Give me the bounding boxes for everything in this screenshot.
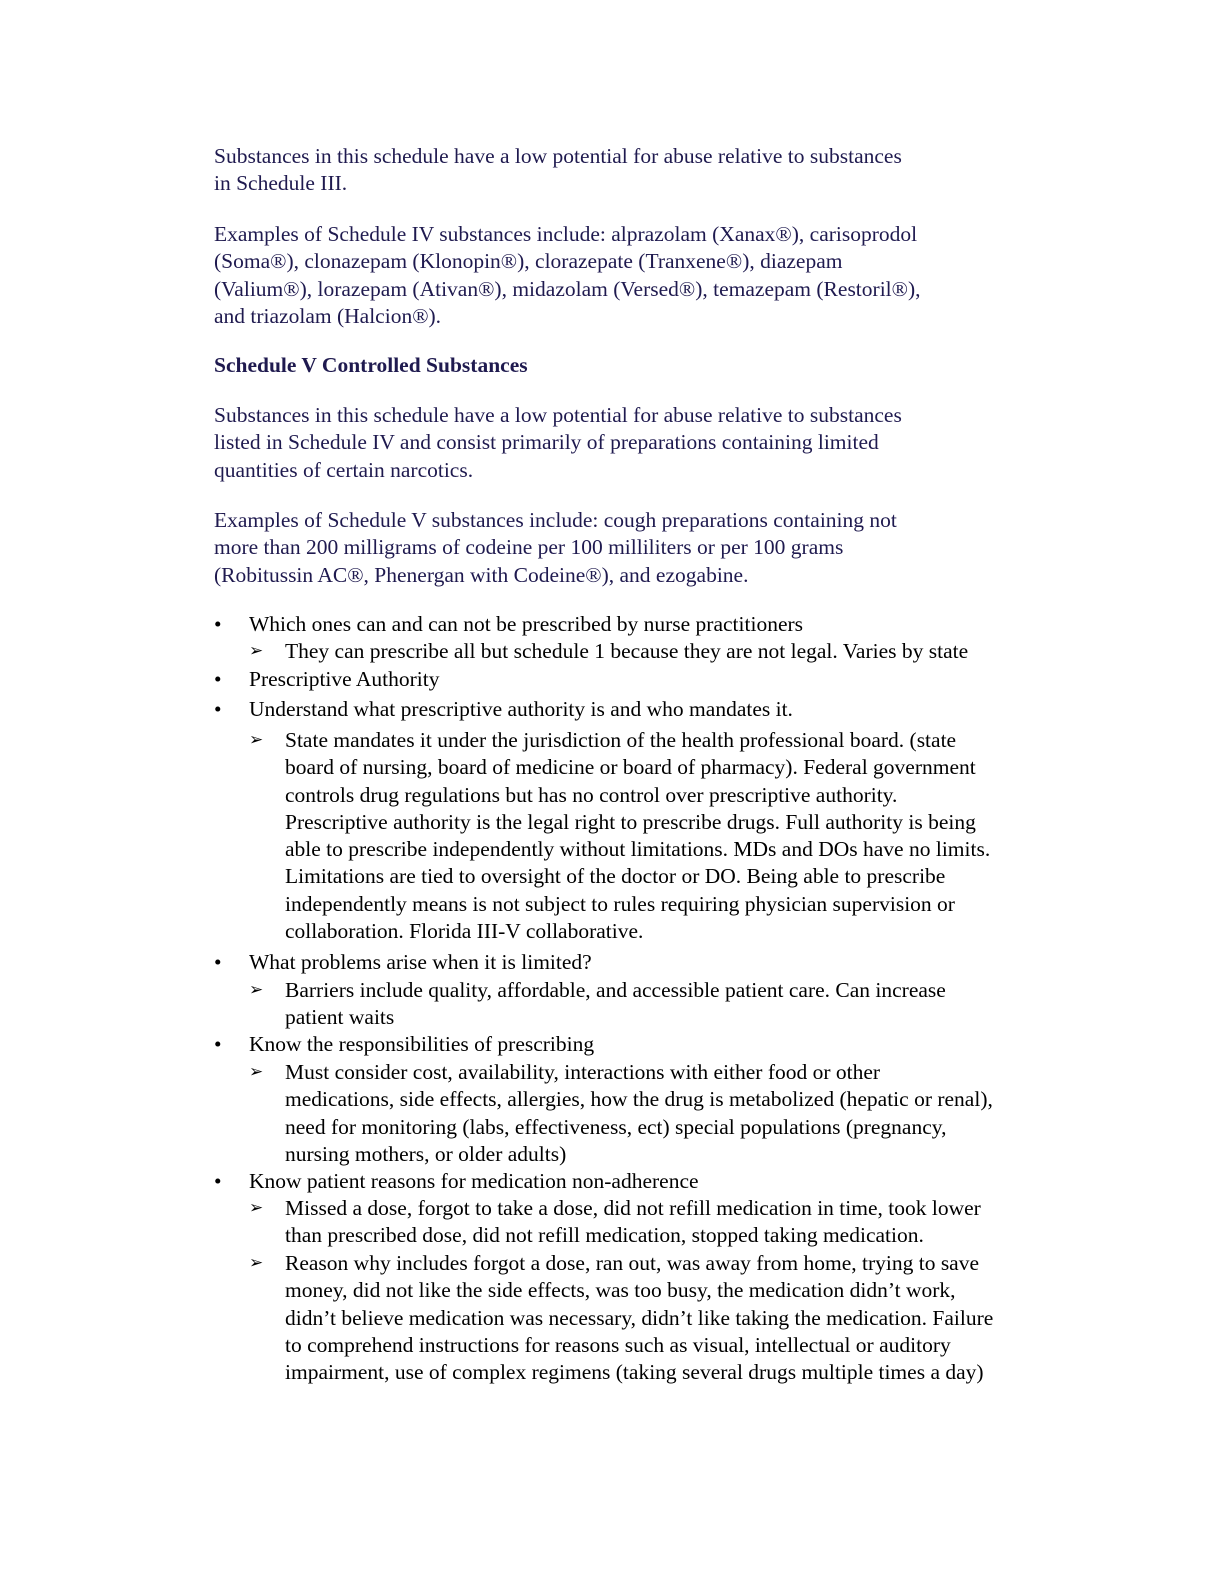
schedule-iv-description: Substances in this schedule have a low potential for abuse relative to substances in Schedule III. (214, 144, 902, 196)
arrow-bullet-icon: ➢ (249, 980, 264, 1000)
bullet-icon: • (214, 697, 222, 721)
sub-list-item-text: Must consider cost, availability, interactions with either food or other medications, side effects, allergies, how the drug is metabolized (hepatic or renal), need for monitoring (labs, effectiveness, ect) special populations (pregnancy, nursing mothers, or older adults) (285, 1060, 993, 1166)
bullet-icon: • (214, 1032, 222, 1056)
schedule-v-examples: Examples of Schedule V substances include: cough preparations containing not more than 200 milligrams of codeine per 100 milliliters or per 100 grams (Robitussin AC®, Phenergan with Codeine®), and ezogabine. (214, 508, 897, 587)
bullet-icon: • (214, 950, 222, 974)
arrow-bullet-icon: ➢ (249, 730, 264, 750)
list-item-text: What problems arise when it is limited? (249, 950, 592, 974)
list-item-text: Understand what prescriptive authority is and who mandates it. (249, 697, 793, 721)
arrow-bullet-icon: ➢ (249, 641, 264, 661)
list-item-text: Prescriptive Authority (249, 667, 440, 691)
sub-list-item-text: They can prescribe all but schedule 1 because they are not legal. Varies by state (285, 639, 969, 663)
bullet-icon: • (214, 667, 222, 691)
bullet-icon: • (214, 612, 222, 636)
list-item-text: Which ones can and can not be prescribed by nurse practitioners (249, 612, 804, 636)
bullet-icon: • (214, 1169, 222, 1193)
schedule-iv-examples: Examples of Schedule IV substances include: alprazolam (Xanax®), carisoprodol (Soma®), clonazepam (Klonopin®), clorazepate (Tranxene®), diazepam (Valium®), lorazepam (Ativan®), midazolam (Versed®), temazepam (Restoril®), and triazolam (Halcion®). (214, 222, 921, 328)
sub-list-item-text: Reason why includes forgot a dose, ran out, was away from home, trying to save money, did not like the side effects, was too busy, the medication didn’t work, didn’t believe medication was necessary, didn’t like taking the medication. Failure to comprehend instructions for reasons such as visual, intellectual or auditory impairment, use of complex regimens (taking several drugs multiple times a day) (285, 1251, 994, 1385)
list-item-text: Know the responsibilities of prescribing (249, 1032, 595, 1056)
arrow-bullet-icon: ➢ (249, 1062, 264, 1082)
arrow-bullet-icon: ➢ (249, 1253, 264, 1273)
sub-list-item-text: State mandates it under the jurisdiction of the health professional board. (state board of nursing, board of medicine or board of pharmacy). Federal government controls drug regulations but has no control over prescriptive authority. Prescriptive authority is the legal right to prescribe drugs. Full authority is being able to prescribe independently without limitations. MDs and DOs have no limits. Limitations are tied to oversight of the doctor or DO. Being able to prescribe independently means is not subject to rules requiring physician supervision or collaboration. Florida III-V collaborative. (285, 728, 991, 944)
list-item-text: Know patient reasons for medication non-adherence (249, 1169, 699, 1193)
schedule-v-heading: Schedule V Controlled Substances (214, 353, 528, 377)
sub-list-item-text: Barriers include quality, affordable, and accessible patient care. Can increase patient waits (285, 978, 946, 1030)
sub-list-item-text: Missed a dose, forgot to take a dose, did not refill medication in time, took lower than prescribed dose, did not refill medication, stopped taking medication. (285, 1196, 981, 1248)
arrow-bullet-icon: ➢ (249, 1198, 264, 1218)
schedule-v-description: Substances in this schedule have a low potential for abuse relative to substances listed in Schedule IV and consist primarily of preparations containing limited quantities of certain narcotics. (214, 403, 902, 482)
